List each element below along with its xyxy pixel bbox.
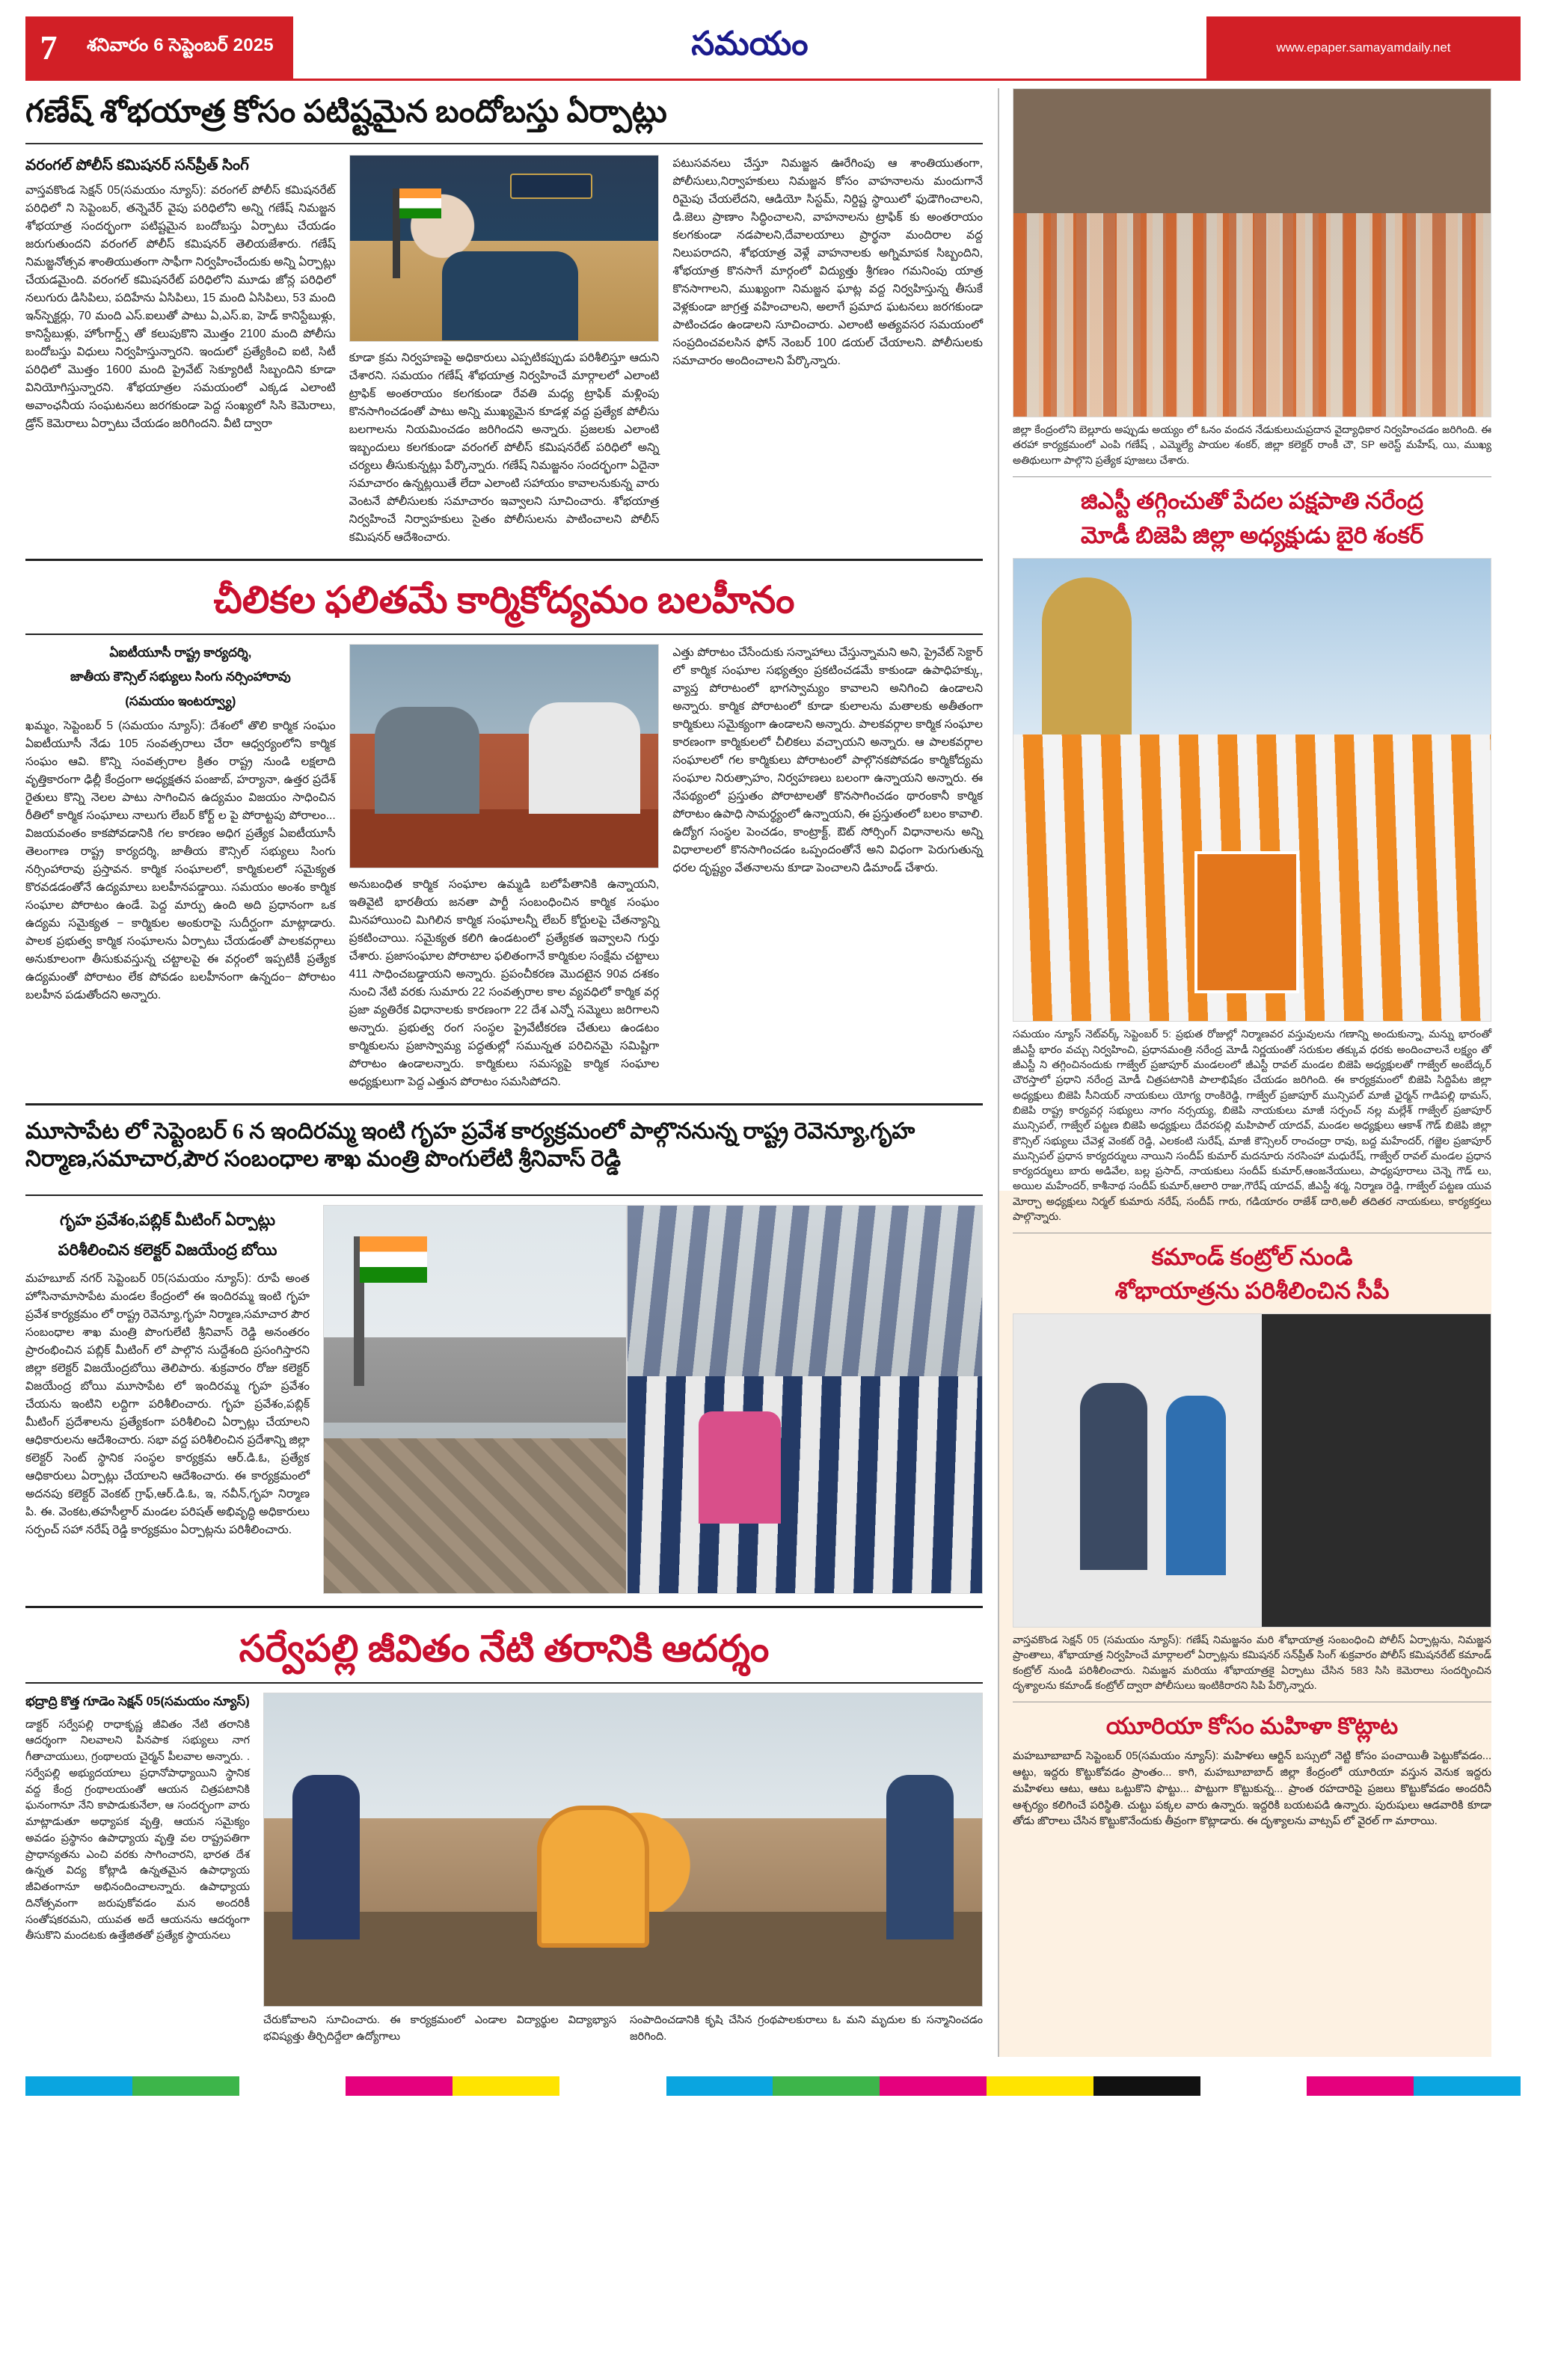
story2-col1-text: ఖమ్మం, సెప్టెంబర్‌ 5 (సమయం న్యూస్): దేశంలో తొలి కార్మిక సంఘం ఏఐటీయూసీ నేడు 105 సంవత్సరాలు చేరా ఆధ్వర్యంలోని కార్మిక సంఘం ఆవి. కొన్ని సంవత్సరాల క్రితం రాష్ట్ర నుండి లక్షలాది వృత్తికారంగా ఢిల్లీ కేంద్రంగా అధ్యక్షతన పంజాబ్, హర్యానా, ఉత్తర ప్రదేశ్ రైతులు కొన్ని నెలల పాటు సాగించిన ఉద్యమం విజయం సాధించిన రీతిలో కార్మిక సంఘాలు నాలుగు లేబర్ కోర్ట్ ల పై పోరాట్టపు పోరాలం... విజయవంతం కాకపోవడానికి గల కారణం అధిగ ప్రత్యేక ఏఐటీయూసీ తెలంగాణ రాష్ట్ర కార్యదర్శి, జాతీయ కౌన్సిల్ సభ్యులు సింగు నర్సింహారావు ప్రస్తావన. కార్మిక సంఘాలలో, కార్మికులలో సమైక్యత కొరవడడంతోనే ఉద్యమాలు బలహీనపడ్డాయి. సమయం అంశం కార్మిక సంఘాల పోరాటం ఉండే. పెద్ద మార్పు ఉంది అది ప్రధానంగా ఒక ఉద్యమ సమైక్యత − కార్మికుల అంకురాపై సుదీర్ఘంగా మాట్లాడారు. పాలక ప్రభుత్వ కార్మిక సంఘాలను ఏర్పాటు చేయడంతో పాలకవర్గాలు అనుకూలంగా తీసుకువస్తున్న చట్టాలపై ఈ వర్గంలో ఇప్పటికీ ప్రత్యేక ఉద్యమంతో పోరాటం లేక పోవడం బలహీనంగా ఉన్నదం− పోరాటం బలహీన పడుతోందని అన్నారు. [25, 719, 336, 1002]
print-color-bar [25, 2076, 1521, 2096]
story3-col1 [25, 1205, 310, 1594]
urea-story-text: మహబూబాబాద్ సెప్టెంబర్ 05(సమయం న్యూస్): మహిళలు ఆర్టిన్ బస్సులో నెట్టి కోసం పంచాయితీ పెట్టుకోవడం... ఆట్టు, ఇద్దరు కొట్టుకోవడం ప్రాంతం... కాగి, మహబూబాబాద్ జిల్లా కేంద్రంలో యూరియా వస్తున వెనుక ఇద్దరు మహిళలు ఆటు, ఆటు ఒట్టుకొని ఫొట్టు... పొట్టుగా కొట్టుకున్న... ప్రాంత రహదారిపై ప్రజలు కొట్టుకోవడం అందరినీ ఆశ్చర్యం కలిగించే పరిస్థితి. చుట్టు పక్కల వారు ఉన్నారు. ఇద్దరికి బయటపడి ఉన్నారు. పురుషులు ఆడవారికి కూడా తోడు జొరాలు చేసిన కొట్టుకొనేందుకు తీవ్రంగా కొట్లాడారు. ఈ దృశ్యాలను వాట్సప్ లో వైరల్ గా మారాయి. [1013, 1750, 1491, 1828]
story4-col1 [25, 1693, 250, 2046]
story3-sub1: గృహ ప్రవేశం,పబ్లిక్ మీటింగ్ ఏర్పాట్లు [60, 1211, 275, 1229]
story1-col2 [349, 155, 660, 547]
story-ganesh-security [25, 88, 983, 547]
left-column [25, 88, 998, 2057]
right-heading-urea: యూరియా కోసం మహిళా కొట్లాట [1105, 1713, 1399, 1740]
color-swatch [773, 2076, 880, 2096]
story2-headline: చీలికల ఫలితమే కార్మికోద్యమం బలహీనం [213, 578, 795, 621]
story1-headline: గణేష్ శోభయాత్ర కోసం పటిష్టమైన బందోబస్తు ఏర్పాట్లు [25, 88, 983, 144]
story1-col3-text: పటుసవనలు చేస్తూ నిమజ్జన ఊరేగింపు ఆ శాంతియుతంగా, పోలీసులు,నిర్వాహకులు నిమజ్జన కోసం వాహనాలను మందుగానే రిమైపు చేయలేదని, ఆడియో సిస్టమ్, నిర్దిష్ట స్థాయిలో ఫుడౌగించాలని, డి.జెలు ప్రాణాం సిద్ధించాలని, వాహనాలను ట్రాఫిక్ కు అంతరాయం కలగకుండా నడపాలని,దేవాలయాలు ప్రార్థనా మందిరాల వద్ద నిలుపరాదని, శోభయాత్ర వెళ్లే వాహనాలకు అగ్నిమాపక సిబ్బందిని, శోభయాత్ర కొనసాగే మార్గంలో విద్యుత్తు శ్రీగణం గమనింపు యాత్ర కొనసాగాలని, ముఖ్యంగా నిమజ్జన ఘాట్ల వద్ద నిర్వహిస్తున్న తీసుకే వెళ్లకుండా జాగ్రత్త వహించాలని, అలాగే ప్రమాద ఘటనలు జరగకుండా పాటించడం ఉండాలని సూచించారు. ఎలాంటి అత్యవసర సమయంలో సంప్రదించవలసిన ఫోన్ నెంబర్ 100 డయల్ చేయాలని. పోలీసులకు సమాచారం అందించాలని పేర్కొన్నారు. [672, 156, 984, 367]
story1-col1 [25, 155, 336, 547]
photo-ganesh-function [263, 1693, 983, 2007]
story3-sub2: పరిశీలించిన కలెక్టర్ విజయేంద్ర బోయి [58, 1242, 277, 1260]
story2-col2-text: అనుబంధిత కార్మిక సంఘాల ఉమ్మడి బలోపేతానికి ఉన్నాయని, ఇతివైటి భారతీయ జనతా పార్టీ సంబంధించిన కార్మిక సంఘం మినహాయించి మిగిలిన కార్మిక సంఘాలన్నీ లేబర్ కోర్టులపై చేతన్యాన్ని ప్రకటించాయి. సమైక్యత కలిగి ఉండటంలో ప్రత్యేకత ఇవ్వాలని గుర్తు చేశారు. ప్రజాసంఘాల పోరాటాల ఫలితంగానే కార్మికుల సంక్షేమ చట్టాలు 411 సాధించబడ్డాయని అన్నారు. ప్రపంచీకరణ మొదటైన 90వ దశకం నుంచి నేటి వరకు సుమారు 22 సంవత్సరాల కాల వ్యవధిలో కార్మిక వర్గ ప్రజా వ్యతిరేక విధానాలకు కారణంగా 22 దేశ ఎన్నో సమ్మెలు జరిగాలని అన్నారు. ప్రభుత్వ రంగ సంస్థల ప్రైవేటీకరణ చేతులు ఉండటం కార్మికులను ప్రజాస్వామ్య పద్ధతుల్లో సమున్నత పరిచినమై సమిష్టిగా పోరాటం ఉండాలన్నారు. కార్మికులు సమస్యపై కార్మిక సంఘాల అధ్యక్షులుగా పెద్ద ఎత్తున పోరాటం సమసిపోదని. [349, 877, 660, 1088]
story-sarvepalli [25, 1606, 983, 2046]
color-swatch [1414, 2076, 1521, 2096]
color-swatch [346, 2076, 453, 2096]
page-content [25, 81, 1521, 2057]
masthead-date: శనివారం 6 సెప్టెంబర్ 2025 [72, 16, 293, 79]
masthead-url[interactable]: www.epaper.samayamdaily.net [1206, 16, 1521, 79]
color-swatch [1307, 2076, 1414, 2096]
color-swatch [559, 2076, 666, 2096]
story3-photos [323, 1205, 983, 1594]
photo-bjp-leaders [1013, 558, 1491, 1022]
story2-byline-2: జాతీయ కౌన్సిల్ సభ్యులు సింగు నర్సింహారావు [70, 669, 291, 684]
bjp-photo-caption: సమయం న్యూస్ నెట్‌వర్క్ సెప్టెంబర్ 5: ప్రభుత రోజుల్లో నిర్మాణవర వస్తువులను గణాన్ని అందుకున్నా, మన్ను భారంతో జీఎస్టీ భారం వచ్చు నిర్వహించి, ప్రధానమంత్రి నరేంద్ర మోడీ నిర్ణయంతో సరుకుల తక్కువ ధరకు అందించాలనే లక్ష్యం తో జీఎస్టీ ని తగ్గించినందుకు గాజ్వేల్ ప్రజాపూర్ మండలంలో జీఎస్టీ రావల్ మండల బిజెపి అధ్యక్షులతో గాజ్వేల్ అంబేద్కర్ చౌరస్తాలో ప్రధాని నరేంద్ర మోడీ చిత్రపటానికి పాలాభిషేకం చేయడం జరిగింది. ఈ కార్యక్రమంలో బిజెపి సిద్దిపేట జిల్లా అధ్యక్షులు బిజెపి సీనియర్ నాయకులు యోగ్య రాంకిరెడ్డి, గాజ్వేల్ ప్రజాపూర్ మున్సిపల్ మాజీ ఛైర్మన్ గాడిపల్లి థామస్, బిజెపి రాష్ట్ర కార్యవర్గ సభ్యులు నాగం నర్సయ్య, బిజెపి నాయకులు మాజీ సర్పంచ్ నల్ల మల్లేశ్ గాజ్వేల్ ప్రజాపూర్ మున్సిపల్, గాజ్వేల్ పట్టణ బిజెపి అధ్యక్షులు దేవరపల్లి మహిపాల్ యాదవ్, మండల అధ్యక్షులు ఆకాశ్ గౌడ్ బిజెపి జిల్లా కౌన్సిల్ సభ్యులు చేవెళ్ల వెంకట్ రెడ్డి, ఎలకంటి సురేష్, మాజీ కౌన్సిలర్ రాంచంద్రా రావు, బద్ద మహేందర్, గజ్జెల ప్రజాపూర్ మున్సిపల్ ప్రధాన కార్యదర్శులు నాయిని సందీప్ కుమార్ మదనూరు నరసింహా మధురేష్, గాజ్వేల్ రావల్ మండల ప్రధాన కార్యదర్శులు బారు అడివేల, బల్ల ప్రసాద్, నాయకులు సందీప్ కుమార్,ఆంజనేయులు, పాధ్యపూరాలు చెన్నె గౌడ్ లు, అయిల మహేందర్, కాశీనాథ సందీప్ కుమార్,ఆలారి రాజు,గౌరేష్ యాదవ్, జీఎస్టీ శర్మ, నిర్మాణ రెడ్డి, గాజ్వేల్ పట్టణ యువ మోర్చా అధ్యక్షులు నిర్మల్ కుమారు నరేష్, సందీప్ గారు, గడియారం రాజేశ్ దారి,అలీ తదితర నాయకులు, కార్యకర్తలు పాల్గొన్నారు. [1013, 1028, 1491, 1223]
story3-col1-text: మహబూబ్ నగర్ సెప్టెంబర్ 05(సమయం న్యూస్): రూపే అంత హోసినామాసాపేట మండల కేంద్రంలో ఈ ఇందిరమ్మ ఇంటి గృహ ప్రవేశ కార్యక్రమం లో రాష్ట్ర రెవెన్యూ,గృహ నిర్మాణ,సమాచార పౌర సంబంధాల శాఖ మంత్రి పొంగులేటి శ్రీనివాస్ రెడ్డి అనంతరం ప్రారంభించిన పబ్లిక్ మీటింగ్ లో పాల్గొన సుద్దేశంది ప్రసంగిస్తారని జిల్లా కలెక్టర్ విజయేంద్రబోయి తెలిపారు. శుక్రవారం రోజు కలెక్టర్ విజయేంద్ర బోయి మూసాపేట లో ఇందిరమ్మ గృహ ప్రవేశం చేయను ఇంటిని లద్దిగా పరిశీలించారు. గృహ ప్రవేశం,పబ్లిక్ మీటింగ్ ప్రదేశాలను ప్రత్యేకంగా పరిశీలించి ఏర్పాట్లు చేయాలని ఆధికారులను ఆదేశించారు. సభా వద్ద పరిశీలించిన ప్రదేశాన్ని జిల్లా కలెక్టర్ సెంట్ స్థానిక సంస్థల కార్యక్రమ ఆర్.డి.ఓ, ప్రత్యేక ఆధికారులు ఏర్పాట్లు చేయాలని ఆదేశించారు. ఈ కార్యక్రమంలో అదనపు కలెక్టర్ వెంకట్ గ్రాఫ్,ఆర్.డి.ఓ, ఇ, నవీన్,గృహ నిర్మాణ పి. ఈ. వెంకట,తహసీల్దార్ మండల పరిషత్ అభివృద్ధి అధికారులు సర్పంచ్ సహా నరేష్ రెడ్డి కార్యక్రమం ఏర్పాట్లను పరిశీలించారు. [25, 1272, 310, 1536]
newspaper-page [0, 16, 1546, 2380]
right-heading-gst-2: మోడీ బిజెపి జిల్లా అధ్యక్షుడు బైరి శంకర్ [1080, 522, 1424, 549]
color-swatch [666, 2076, 773, 2096]
right-heading-cc-2: శోభాయాత్రను పరిశీలించిన సీపీ [1114, 1277, 1390, 1304]
color-swatch [239, 2076, 346, 2096]
story2-byline-3: (సమయం ఇంటర్వ్యూ) [125, 693, 236, 708]
story1-col2-text: కూడా క్రమ నిర్వహణపై అధికారులు ఎప్పటికప్పుడు పరిశీలిస్తూ ఆదుని చేశారని. సమయం గణేష్ శోభయాత్ర నిర్వహించే మార్గాలలో ఎలాంటి ట్రాఫిక్ అంతరాయం కలగకుండా రేవతి మధ్య ట్రాఫిక్ మళ్లింపు కొనసాగించడంతో పాటు అన్ని ముఖ్యమైన కూడళ్ల వద్ద ప్రత్యేక పోలీసు బలగాలను నియమించడం జరిగిందని అన్నారు. ప్రజలకు ఎలాంటి ఇబ్బందులు కలగకుండా వరంగల్ పోలీస్ కమిషనరేట్ పరిధిలో అన్ని చర్యలు తీసుకున్నట్లు పేర్కొన్నారు. గణేష్ నిమజ్జనం సందర్భంగా ఏదైనా సమాచారం ఉన్నట్లయితే లేదా ఎలాంటి సహాయం కావాలనుకున్న వారు వెంటనే పోలీసులకు సమాచారం ఇవ్వాలని సూచించారు. శోభయాత్ర నిర్వహించే నిర్వాహకులు సైతం పోలీసులను పాటించాలని పోలీస్ కమిషనర్ ఆదేశించారు. [349, 351, 660, 544]
story1-subhead: వరంగల్ పోలీస్ కమిషనర్ సన్‌ప్రీత్ సింగ్ [25, 156, 249, 174]
color-swatch [1093, 2076, 1200, 2096]
photo-interview-two-men [349, 644, 660, 868]
color-swatch [1200, 2076, 1307, 2096]
color-swatch [132, 2076, 239, 2096]
story2-col1 [25, 644, 336, 1091]
story2-byline-1: ఏఐటీయూసీ రాష్ట్ర కార్యదర్శి, [109, 645, 252, 660]
story4-col1-text: డాక్టర్ సర్వేపల్లి రాధాకృష్ణ జీవితం నేటి తరానికి ఆదర్శంగా నిలవాలని పినపాక సభ్యులు నాగ గీతాచాయులు, గ్రంథాలయ చైర్మన్ పీలవాల అన్నారు. . సర్వేపల్లి అభ్యుదయాలు ప్రధానోపాధ్యాయిని స్థానిక వద్ద కేంద్ర గ్రంథాలయంతో ఆయన చిత్రపటానికి ఘనంగానూ నేని కాపాడుకునేలా, ఆ సందర్భంగా వారు మాట్లాడుతూ అధ్యాపక వృత్తి, ఆయన సమైక్యం అవడం ప్రస్థానం ఉపాధ్యాయ వృత్తి వల రాష్ట్రపతిగా ప్రాధాన్యతను ఎంచి వరకు సాగించారని, భారత దేశ ఉన్నత విద్య కోట్లాడి ఉన్నతమైన ఉపాధ్యాయ జీవితంగానూ అభినందించాలన్నారు. ఉపాధ్యాయ దినోత్సవంగా జరుపుకోవడం మన అందరికీ సంతోషకరమని, యువత అదే ఆయనను ఆదర్శంగా తీసుకొని మందటకు ఉత్తేజితతో ప్రత్యేక స్థాయనలు [25, 1718, 250, 1942]
story1-col3 [672, 155, 983, 547]
crowd-photo-caption: జిల్లా కేంద్రంలోని బెల్లూరు అప్పుడు అయ్యం లో ఓనం వందన నేడుకులుచుప్రదాన వైద్యాధికార నిర్వహించడం జరిగింది. ఈ తరహా కార్యక్రమంలో ఎంపి గణేష్ , ఎమ్మెల్యే పాయల శంకర్, జిల్లా కలెక్టర్ రాంకీ చౌ, SP అరెస్ట్ మహేష్, యి, ముఖ్య అతిథులుగా పాల్గొని ప్రత్యేక పూజలు చేశారు. [1013, 423, 1491, 466]
cc-photo-caption: వాస్తవకొండ సెక్షన్‌ 05 (సమయం న్యూస్): గణేష్ నిమజ్జనం మరి శోభాయాత్ర సంబంధించి పోలీస్ ఏర్పాట్లను, నిమజ్జన ప్రాంతాలు, శోభాయాత్ర నిర్వహించే మార్గాలలో ఏర్పాట్లను కమిషనర్ సన్‌ప్రీత్ సింగ్ శుక్రవారం పోలీస్ కమిషనరేట్ కమాండ్ కంట్రోల్ నుండి పరిశీలించారు. నిమజ్జన మరియు శోభాయాత్రకై ఏర్పాటు చేసిన 583 సిసి కెమెరాలు సందర్భించిన దృశ్యాలను కమాండ్ కంట్రోల్ ద్వారా పోలీసులు ఇంటికిరారని సిపి పేర్కొన్నారు. [1013, 1633, 1491, 1691]
right-column [998, 88, 1491, 2057]
masthead [25, 16, 1521, 81]
page-number: 7 [25, 16, 72, 79]
story-griha-pravesham [25, 1103, 983, 1594]
photo-command-control [1013, 1313, 1491, 1628]
right-heading-cc-1: కమాండ్ కంట్రోల్ నుండి [1151, 1244, 1353, 1271]
color-swatch [880, 2076, 987, 2096]
masthead-title: సమయం [691, 25, 809, 62]
photo-officials-group [627, 1205, 983, 1594]
color-swatch [25, 2076, 132, 2096]
photo-crowd-event [1013, 88, 1491, 417]
story-labour-union [25, 559, 983, 1091]
story4-col2-text: చేరుకోవాలని సూచించారు. ఈ కార్యక్రమంలో ఎండాల విద్యార్థుల విద్యాభ్యాస భవిష్యత్తు తీర్చిదిద్దేలా ఉద్యోగాలు [263, 2014, 616, 2043]
story2-col2 [349, 644, 660, 1091]
photo-new-house [323, 1205, 627, 1594]
story3-headline: మూసాపేట లో సెప్టెంబర్ 6 న ఇందిరమ్మ ఇంటి గృహ ప్రవేశ కార్యక్రమంలో పాల్గొననున్న రాష్ట్ర రెవెన్యూ,గృహ నిర్మాణ,సమాచార,పౌర సంబంధాల శాఖ మంత్రి పొంగులేటి శ్రీనివాస్ రెడ్డి [25, 1118, 915, 1172]
color-swatch [453, 2076, 559, 2096]
story4-byline: భద్రాద్రి కొత్త గూడెం సెక్షన్‌ 05(సమయం న్యూస్) [25, 1693, 250, 1708]
story2-col3 [672, 644, 983, 1091]
story4-photo-wrap [263, 1693, 983, 2046]
story4-headline: సర్వేపల్లి జీవితం నేటి తరానికి ఆదర్శం [239, 1627, 770, 1669]
photo-police-commissioner [349, 155, 660, 342]
story1-col1-text: వాస్తవకొండ సెక్షన్‌ 05(సమయం న్యూస్): వరంగల్ పోలీస్ కమిషనరేట్ పరిధిలో ని సెప్టెంబర్, తన్నెవేర్ వైపు పరిధిలోని అన్ని గణేష్ నిమజ్జన శోభయాత్ర సందర్భంగా పటిష్టమైన బందోబస్తు ఏర్పాటు చేయడం జరుగుతుందని వరంగల్ పోలీస్ కమిషనర్ తెలియజేశారు. గణేష్ నిమజ్జనోత్సవ శాంతియుతంగా సాఫీగా నిర్వహించేందుకు అన్ని ఏర్పాట్లు చేయడమైంది. వరంగల్ కమిషనరేట్ పరిధిలోని మూడు జోన్ల పరిధిలో నలుగురు డిసిపిలు, పదిహేను ఏసిపిలు, 15 మంది ఏసిపిలు, 53 మంది ఇన్‌స్పెక్టర్లు, 70 మంది ఎస్.ఐలుతో పాటు ఏ,ఎస్.ఐ, హెడ్ కానిస్టేబుళ్లు, కానిస్టేబుళ్లు, హోంగార్డ్స్ తో కలుపుకొని మొత్తం 2100 మంది పోలీసు బందోబస్తు విధులు నిర్వహిస్తున్నారని. ఇందులో ప్రత్యేకించి ఐటి, సిటీ పరిధిలో మొత్తం 1600 మంది ప్రైవేట్ సెక్యూరిటీ సిబ్బందిని కూడా వినియోగిస్తున్నారని. శోభయాత్రల సమయంలో ఎక్కడ ఎలాంటి అవాంఛనీయ సంఘటనలు జరగకుండా పెద్ద సంఖ్యలో సిసి కెమెరాలు, డ్రోన్ కెమెరాలు ఏర్పాటు చేయడం జరిగిందని. వీటి ద్వారా [25, 183, 336, 430]
right-heading-gst-1: జిఎస్టీ తగ్గించుతో పేదల పక్షపాతి నరేంద్ర [1081, 487, 1423, 514]
color-swatch [987, 2076, 1093, 2096]
story2-col3-text: ఎత్తు పోరాటం చేసేందుకు సన్నాహాలు చేస్తున్నామని అని, ప్రైవేట్ సెక్టార్ లో కార్మిక సంఘాల సభ్యత్వం ప్రకటించడమే కాకుండా ఉపాధిహక్కు, వ్యాప్త పోరాటంలో భాగస్వామ్యం కావాలని అనిగించి ఉండాలని అన్నారు. కార్మిక పోరాటంలో కూడా కులాలను మతాలకు అతీతంగా కార్మికులు సమైక్యంగా ఉండాలని అన్నారు. పాలకవర్గాల కార్మిక సంఘాల కారణంగా కార్మికులలో చీలికలు వచ్చాయని అన్నారు. ఆ పాలకవర్గాల సంఘాలలో గల కార్మికులు పోరాటంలో పాల్గొనకపోవడం కార్మికోద్యమ సంఘాల నిరుత్సాహం, నిర్వహణలు బలంగా ఉన్నాయని అన్నారు. ఈ నేపథ్యంలో ప్రస్తుతం పోరాటాలతో కొనసాగించడం థారంకానీ కార్మిక పోరాటం ఉపాధి సామర్థ్యంలో ఉన్నాయని, ఈ ప్రస్తుతంలో బలం కావాలి. ఉద్యోగ సంస్థల పెంచడం, కాంట్రాక్ట్, ఔట్‌ సోర్సింగ్ విధానాలను అన్ని విధాలాలలో కొనసాగించడం ఒప్పందంతోనే అని విధంగా పెరుగుతున్న ధరల దృష్ట్యం వేతనాలను కూడా పెంచాలని డిమాండ్ చేశారు. [672, 645, 984, 874]
story4-col3-text: సంపాదించడానికి కృషి చేసిన గ్రంథపాలకురాలు ఓ మని మృదుల కు సన్మానించడం జరిగింది. [630, 2014, 983, 2043]
